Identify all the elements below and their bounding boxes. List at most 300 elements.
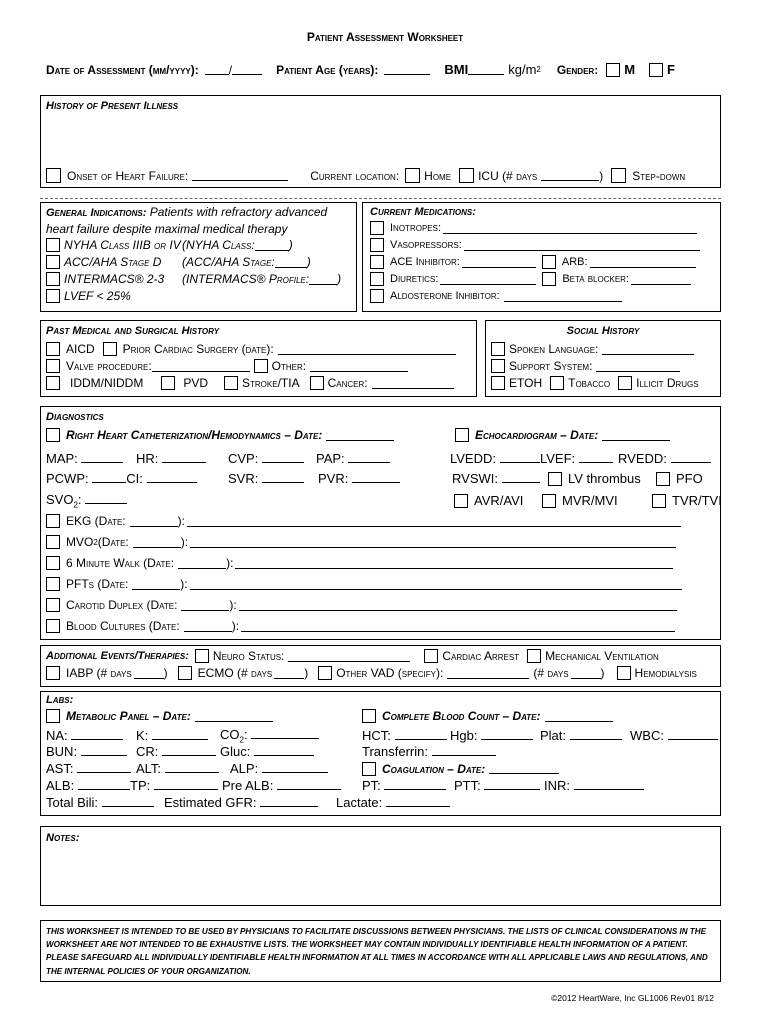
ptt-group — [454, 778, 544, 793]
icu-close: ) — [599, 168, 604, 183]
pap-label: PAP: — [316, 451, 345, 466]
intermacs-close: ) — [337, 272, 342, 286]
walk-label: 6 Minute Walk (Date: — [66, 556, 175, 570]
ekg-result-field[interactable] — [187, 516, 681, 527]
co2-colon: : — [243, 727, 248, 742]
diuretics-label: Diuretics: — [390, 273, 439, 285]
hct-field[interactable] — [395, 729, 447, 740]
onset-checkbox[interactable] — [46, 168, 61, 183]
etoh-label: ETOH — [509, 376, 543, 390]
echo-label: Echocardiogram – Date: — [475, 428, 599, 442]
cultures-row — [46, 619, 675, 633]
transferrin-field[interactable] — [432, 745, 496, 756]
pvr-field[interactable] — [352, 472, 400, 483]
pft-date-field[interactable] — [132, 579, 180, 590]
mvr-label: MVR/MVI — [562, 493, 618, 509]
beta-checkbox[interactable] — [542, 272, 556, 286]
stepdown-checkbox[interactable] — [611, 168, 626, 183]
echo-checkbox[interactable] — [455, 428, 469, 442]
labs-row1 — [46, 727, 718, 745]
pcwp-field[interactable] — [92, 472, 126, 483]
gender-m-label: M — [624, 62, 636, 77]
ecmo-label: ECMO (# days — [197, 666, 273, 680]
ci-field[interactable] — [147, 472, 197, 483]
walk-checkbox[interactable] — [46, 556, 60, 570]
carotid-label: Carotid Duplex (Date: — [66, 598, 178, 612]
alb-group — [46, 778, 130, 793]
cvp-label: CVP: — [228, 451, 259, 466]
stepdown-label: Step-down — [632, 168, 686, 183]
ptt-field[interactable] — [484, 779, 540, 790]
other-label: Other: — [271, 359, 307, 373]
cbc-date-field[interactable] — [545, 711, 613, 722]
alb-field[interactable] — [78, 779, 130, 790]
cancer-label: Cancer: — [327, 376, 368, 390]
lvef-group — [540, 451, 618, 466]
gender-f-checkbox[interactable] — [649, 63, 663, 77]
alb-label: ALB: — [46, 778, 75, 793]
ace-checkbox[interactable] — [370, 255, 384, 269]
nyha-label: NYHA Class IIIB or IV — [64, 238, 181, 252]
acc-checkbox[interactable] — [46, 255, 60, 269]
icu-label: ICU (# days — [478, 168, 538, 183]
cr-field[interactable] — [162, 745, 216, 756]
svo2-colon: : — [77, 492, 82, 507]
cultures-checkbox[interactable] — [46, 619, 60, 633]
tp-label: TP: — [130, 778, 151, 793]
wbc-field[interactable] — [668, 729, 718, 740]
age-label: Patient Age (years): — [276, 62, 379, 77]
othervad-field[interactable] — [447, 668, 529, 679]
support-checkbox[interactable] — [491, 359, 505, 373]
pap-field[interactable] — [348, 452, 390, 463]
vasopressors-row — [370, 238, 700, 252]
nyha-checkbox[interactable] — [46, 238, 60, 252]
other-checkbox[interactable] — [254, 359, 268, 373]
rvedd-field[interactable] — [671, 452, 711, 463]
k-label: K: — [136, 728, 149, 744]
pt-field[interactable] — [384, 779, 446, 790]
na-field[interactable] — [71, 729, 123, 740]
ast-field[interactable] — [77, 762, 131, 773]
metabolic-checkbox[interactable] — [46, 709, 60, 723]
ecmo-checkbox[interactable] — [178, 666, 192, 680]
echo-date-field[interactable] — [602, 430, 670, 441]
diagnostics-title: Diagnostics — [46, 411, 104, 423]
onset-field[interactable] — [192, 170, 288, 181]
pvr-group — [318, 471, 452, 486]
ptt-label: PTT: — [454, 778, 481, 793]
lvef-field[interactable] — [579, 452, 613, 463]
social-row3 — [491, 376, 699, 390]
tobacco-checkbox[interactable] — [550, 376, 564, 390]
social-row2 — [491, 359, 680, 373]
age-field[interactable] — [384, 64, 430, 75]
ekg-checkbox[interactable] — [46, 514, 60, 528]
social-title: Social History — [566, 325, 640, 337]
ventilation-checkbox[interactable] — [527, 649, 541, 663]
vaddays-close: ) — [600, 666, 605, 680]
ci-label: CI: — [126, 471, 143, 486]
hemo-row2 — [46, 471, 703, 486]
rhc-row — [46, 428, 394, 442]
header-row — [46, 62, 675, 77]
na-group — [46, 728, 136, 743]
pt-label: PT: — [362, 778, 381, 793]
tp-group — [130, 778, 222, 793]
pap-group — [316, 451, 450, 466]
walk-date-field[interactable] — [178, 558, 226, 569]
neuro-field[interactable] — [288, 651, 410, 662]
iabp-label: IABP (# days — [66, 666, 132, 680]
map-field[interactable] — [81, 452, 123, 463]
social-row1 — [491, 342, 694, 356]
echo-row — [455, 428, 670, 442]
gfr-group — [164, 795, 336, 810]
arb-field[interactable] — [590, 257, 696, 268]
co2-sub: 2 — [239, 735, 244, 745]
pcwp-group — [46, 471, 228, 486]
map-label: MAP: — [46, 451, 78, 466]
acc-stage-field[interactable] — [275, 257, 307, 268]
lvedd-label: LVEDD: — [450, 451, 496, 466]
lvef-dx-label: LVEF: — [540, 451, 576, 466]
home-label: Home — [424, 168, 452, 183]
prealb-field[interactable] — [277, 779, 341, 790]
pvr-label: PVR: — [318, 471, 349, 486]
svr-field[interactable] — [262, 472, 304, 483]
intermacs-label: INTERMACS® 2-3 — [64, 272, 165, 286]
inotropes-field[interactable] — [443, 223, 697, 234]
intermacs-profile-label: (INTERMACS® Profile: — [182, 272, 310, 286]
plat-field[interactable] — [570, 729, 622, 740]
notes-text-area[interactable] — [48, 848, 712, 900]
pcwp-label: PCWP: — [46, 471, 89, 486]
diuretics-checkbox[interactable] — [370, 272, 384, 286]
cancer-field[interactable] — [372, 378, 454, 389]
stroke-checkbox[interactable] — [224, 376, 238, 390]
rvswi-field[interactable] — [502, 472, 540, 483]
ace-label: ACE Inhibitor: — [390, 256, 460, 268]
stroke-label: Stroke/TIA — [242, 376, 300, 390]
valve-field[interactable] — [152, 361, 250, 372]
hemo-row1 — [46, 451, 711, 466]
pfo-checkbox[interactable] — [656, 472, 670, 486]
prealb-label: Pre ALB: — [222, 778, 274, 793]
tp-field[interactable] — [154, 779, 218, 790]
wbc-label: WBC: — [630, 728, 664, 744]
k-field[interactable] — [152, 729, 208, 740]
aldosterone-label: Aldosterone Inhibitor: — [390, 290, 500, 302]
valve-label: Valve procedure: — [66, 359, 152, 373]
wbc-group — [630, 728, 718, 743]
hgb-label: Hgb: — [450, 728, 478, 744]
plat-group — [540, 728, 630, 743]
support-label: Support System: — [509, 359, 593, 373]
date-month-field[interactable] — [205, 64, 229, 75]
ecmo-close: ) — [304, 666, 309, 680]
pft-checkbox[interactable] — [46, 577, 60, 591]
othervad-checkbox[interactable] — [318, 666, 332, 680]
pft-label: PFTs (Date: — [66, 577, 129, 591]
co2-label: CO — [220, 727, 240, 742]
metabolic-row — [46, 709, 273, 723]
pvd-checkbox[interactable] — [161, 376, 175, 390]
arrest-checkbox[interactable] — [424, 649, 438, 663]
pft-result-field[interactable] — [190, 579, 682, 590]
vasopressors-label: Vasopressors: — [390, 239, 462, 251]
ast-group — [46, 761, 136, 776]
cvp-field[interactable] — [262, 452, 304, 463]
acc-close: ) — [306, 255, 311, 269]
lvthrombus-checkbox[interactable] — [548, 472, 562, 486]
walk-result-field[interactable] — [235, 558, 673, 569]
hgb-group — [450, 728, 540, 743]
prior-surgery-field[interactable] — [278, 344, 456, 355]
inotropes-label: Inotropes: — [390, 222, 442, 234]
neuro-checkbox[interactable] — [195, 649, 209, 663]
coag-label: Coagulation – Date: — [382, 761, 486, 776]
labs-row2 — [46, 744, 496, 759]
arb-checkbox[interactable] — [542, 255, 556, 269]
cancer-checkbox[interactable] — [310, 376, 324, 390]
date-label: Date of Assessment (mm/yyyy): — [46, 62, 199, 77]
bun-label: BUN: — [46, 744, 78, 759]
gender-f-label: F — [667, 62, 675, 77]
alp-field[interactable] — [262, 762, 328, 773]
hr-label: HR: — [136, 451, 159, 466]
acc-stage-label: (ACC/AHA Stage: — [182, 255, 275, 269]
hr-group — [136, 451, 228, 466]
othervad-label: Other VAD (specify): — [336, 666, 444, 680]
ekg-date-field[interactable] — [130, 516, 178, 527]
section-divider — [40, 198, 721, 199]
labs-row4 — [46, 778, 644, 793]
pmh-title: Past Medical and Surgical History — [46, 325, 220, 337]
bmi-label: BMI — [444, 62, 469, 77]
plat-label: Plat: — [540, 728, 567, 744]
walk-row — [46, 556, 673, 570]
intermacs-checkbox[interactable] — [46, 272, 60, 286]
walk-close: ): — [226, 556, 234, 570]
ace-arb-row — [370, 255, 696, 269]
hct-label: HCT: — [362, 728, 391, 744]
nyha-close: ) — [288, 238, 293, 252]
bun-field[interactable] — [81, 745, 127, 756]
etoh-checkbox[interactable] — [491, 376, 505, 390]
ecmo-days-field[interactable] — [274, 668, 304, 679]
alp-label: ALP: — [230, 761, 259, 776]
bili-group — [46, 795, 164, 810]
nyha-class-label: (NYHA Class: — [182, 238, 255, 252]
hemo-row3 — [46, 492, 722, 510]
svr-label: SVR: — [228, 471, 259, 486]
cultures-date-field[interactable] — [184, 621, 232, 632]
ekg-label: EKG (Date: — [66, 514, 126, 528]
page-title: Patient Assessment Worksheet — [306, 30, 464, 44]
beta-field[interactable] — [631, 274, 691, 285]
svo2-group — [46, 492, 454, 510]
hpi-title: History of Present Illness — [46, 100, 179, 112]
inr-field[interactable] — [574, 779, 644, 790]
coag-date-field[interactable] — [489, 763, 559, 774]
pfo-label: PFO — [676, 471, 703, 486]
metabolic-date-field[interactable] — [195, 711, 273, 722]
co2-field[interactable] — [251, 728, 319, 739]
svo2-label: SVO — [46, 492, 74, 507]
rvswi-group — [452, 471, 548, 486]
svo2-field[interactable] — [85, 493, 127, 504]
transferrin-label: Transferrin: — [362, 744, 428, 759]
gfr-label: Estimated GFR: — [164, 795, 257, 810]
cultures-result-field[interactable] — [241, 621, 675, 632]
rhc-date-field[interactable] — [326, 430, 394, 441]
carotid-row — [46, 598, 677, 612]
hemodialysis-label: Hemodialysis — [634, 666, 697, 680]
neuro-label: Neuro Status: — [212, 649, 285, 663]
home-checkbox[interactable] — [405, 168, 420, 183]
bmi-sup: 2 — [536, 65, 541, 74]
lvef-checkbox[interactable] — [46, 289, 60, 303]
hct-group — [362, 728, 450, 743]
cr-label: CR: — [136, 744, 159, 759]
rhc-checkbox[interactable] — [46, 428, 60, 442]
transferrin-group — [362, 744, 496, 759]
intermacs-profile-field[interactable] — [309, 274, 337, 285]
language-checkbox[interactable] — [491, 342, 505, 356]
prealb-group — [222, 778, 362, 793]
hr-field[interactable] — [162, 452, 206, 463]
lvef-label: LVEF < 25% — [64, 289, 131, 303]
carotid-date-field[interactable] — [181, 600, 229, 611]
vasopressors-field[interactable] — [464, 240, 700, 251]
pt-group — [362, 778, 454, 793]
notes-title: Notes: — [46, 832, 80, 844]
events-title: Additional Events/Therapies: — [46, 650, 189, 662]
aicd-label: AICD — [66, 342, 95, 356]
labs-title: Labs: — [46, 694, 74, 706]
support-field[interactable] — [596, 361, 680, 372]
mvo2-checkbox[interactable] — [46, 535, 60, 549]
vaddays-field[interactable] — [571, 668, 601, 679]
cbc-label: Complete Blood Count – Date: — [382, 709, 541, 723]
location-label: Current location: — [310, 168, 400, 183]
inotropes-checkbox[interactable] — [370, 221, 384, 235]
cbc-row — [362, 709, 613, 723]
vasopressors-checkbox[interactable] — [370, 238, 384, 252]
lvef-row — [46, 289, 131, 303]
mvo2-date-field[interactable] — [133, 537, 181, 548]
lactate-label: Lactate: — [336, 795, 383, 810]
cbc-checkbox[interactable] — [362, 709, 376, 723]
lvedd-field[interactable] — [500, 452, 540, 463]
labs-row3 — [46, 761, 559, 776]
svo2-sub: 2 — [73, 500, 78, 510]
iabp-days-field[interactable] — [134, 668, 164, 679]
carotid-result-field[interactable] — [239, 600, 677, 611]
bun-group — [46, 744, 136, 759]
avr-checkbox[interactable] — [454, 494, 468, 508]
general-intro-line1 — [46, 205, 327, 219]
rvswi-label: RVSWI: — [452, 471, 498, 486]
illicit-checkbox[interactable] — [618, 376, 632, 390]
inotropes-row — [370, 221, 697, 235]
cr-group — [136, 744, 220, 759]
inr-group — [544, 778, 644, 793]
svr-group — [228, 471, 318, 486]
gluc-field[interactable] — [254, 745, 314, 756]
metabolic-label: Metabolic Panel – Date: — [66, 709, 191, 723]
iabp-close: ) — [163, 666, 168, 680]
ekg-close: ): — [177, 514, 185, 528]
lactate-field[interactable] — [386, 796, 450, 807]
general-title: General Indications: — [46, 207, 147, 219]
nyha-class-field[interactable] — [255, 240, 289, 251]
mvr-checkbox[interactable] — [542, 494, 556, 508]
cvp-group — [228, 451, 316, 466]
iabp-checkbox[interactable] — [46, 666, 60, 680]
language-field[interactable] — [602, 344, 694, 355]
date-year-field[interactable] — [232, 64, 262, 75]
avr-label: AVR/AVI — [474, 493, 524, 509]
language-label: Spoken Language: — [509, 342, 599, 356]
labs-row5 — [46, 795, 450, 810]
gender-m-checkbox[interactable] — [606, 63, 620, 77]
bili-field[interactable] — [102, 796, 154, 807]
date-sep: / — [228, 62, 233, 77]
arb-label: ARB: — [561, 256, 588, 268]
gluc-label: Gluc: — [220, 744, 251, 759]
vaddays-label: (# days — [533, 666, 569, 680]
beta-label: Beta blocker: — [562, 273, 629, 285]
iddm-checkbox[interactable] — [46, 376, 60, 390]
valve-checkbox[interactable] — [46, 359, 60, 373]
coag-checkbox[interactable] — [362, 762, 376, 776]
tvr-label: TVR/TVI — [672, 493, 722, 509]
alt-field[interactable] — [165, 762, 219, 773]
bmi-field[interactable] — [468, 64, 504, 75]
carotid-checkbox[interactable] — [46, 598, 60, 612]
mvo2-close: ): — [180, 535, 189, 549]
other-field[interactable] — [310, 361, 408, 372]
mvo2-result-field[interactable] — [190, 537, 676, 548]
onset-label: Onset of Heart Failure: — [67, 168, 189, 183]
carotid-close: ): — [229, 598, 237, 612]
hgb-field[interactable] — [481, 729, 533, 740]
arrest-label: Cardiac Arrest — [442, 649, 520, 663]
aldosterone-field[interactable] — [504, 291, 622, 302]
general-intro1: Patients with refractory advanced — [149, 205, 328, 219]
rhc-label: Right Heart Catheterization/Hemodynamics – Date: — [66, 428, 323, 442]
gfr-field[interactable] — [260, 796, 318, 807]
acc-label: ACC/AHA Stage D — [64, 255, 162, 269]
hpi-text-area[interactable] — [52, 118, 712, 158]
mvo2-row — [46, 535, 676, 549]
acc-row — [46, 255, 311, 269]
hemodialysis-checkbox[interactable] — [617, 666, 631, 680]
hpi-bottom-row — [46, 168, 685, 183]
cultures-close: ): — [231, 619, 240, 633]
aicd-checkbox[interactable] — [46, 342, 60, 356]
tvr-checkbox[interactable] — [652, 494, 666, 508]
bmi-unit: kg/m — [508, 62, 537, 77]
prior-surgery-checkbox[interactable] — [103, 342, 117, 356]
ace-field[interactable] — [462, 257, 536, 268]
aldosterone-checkbox[interactable] — [370, 289, 384, 303]
icu-days-field[interactable] — [541, 170, 599, 181]
diuretics-field[interactable] — [440, 274, 536, 285]
icu-checkbox[interactable] — [459, 168, 474, 183]
